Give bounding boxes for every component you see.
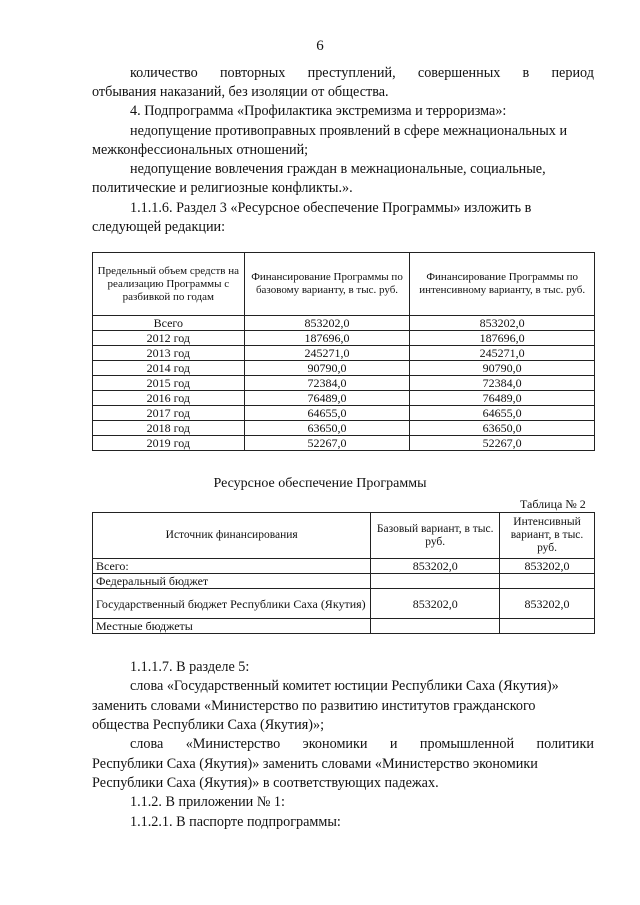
- paragraph-line: политические и религиозные конфликты.».: [92, 180, 353, 196]
- paragraph-line: недопущение вовлечения граждан в межнациональные, социальные,: [130, 161, 546, 177]
- word: и: [389, 736, 398, 752]
- page-number: 6: [316, 38, 324, 54]
- header-cell: Предельный объем средств на реализацию Программы с разбивкой по годам: [93, 253, 245, 316]
- table-cell: 245271,0: [244, 346, 410, 361]
- paragraph-line: 1.1.1.7. В разделе 5:: [130, 659, 250, 675]
- table-cell: Всего:: [93, 559, 371, 574]
- word: в: [522, 65, 530, 81]
- table-cell: Местные бюджеты: [93, 619, 371, 634]
- table-cell: 853202,0: [371, 589, 500, 619]
- table-cell: 76489,0: [410, 391, 595, 406]
- word: повторных: [219, 65, 286, 81]
- word: слова: [130, 736, 164, 752]
- table-cell: [371, 574, 500, 589]
- table-cell: 2015 год: [93, 376, 245, 391]
- header-cell: Финансирование Программы по интенсивному варианту, в тыс. руб.: [410, 253, 595, 316]
- table-row: [93, 559, 595, 574]
- table-row: [93, 361, 595, 376]
- table-header-row: [93, 253, 595, 316]
- table-cell: 2017 год: [93, 406, 245, 421]
- table-number: Таблица № 2: [520, 497, 586, 511]
- paragraph-line: недопущение противоправных проявлений в сфере межнациональных и: [130, 123, 568, 139]
- table-cell: 72384,0: [410, 376, 595, 391]
- table-cell: 187696,0: [410, 331, 595, 346]
- table-cell: [500, 619, 595, 634]
- word: преступлений,: [307, 65, 396, 81]
- table-row: [93, 619, 595, 634]
- paragraph-line: Республики Саха (Якутия)» в соответствующих падежах.: [92, 775, 439, 791]
- table-cell: 245271,0: [410, 346, 595, 361]
- table-row: [93, 421, 595, 436]
- table-cell: 63650,0: [410, 421, 595, 436]
- table-cell: 2013 год: [93, 346, 245, 361]
- table-cell: 853202,0: [244, 316, 410, 331]
- table-cell: 2016 год: [93, 391, 245, 406]
- paragraph-line: 1.1.2. В приложении № 1:: [130, 794, 285, 810]
- paragraph-line: отбывания наказаний, без изоляции от общества.: [92, 84, 389, 100]
- table-cell: 853202,0: [371, 559, 500, 574]
- table-row: [93, 589, 595, 619]
- word: промышленной: [419, 736, 515, 752]
- table-row: [93, 574, 595, 589]
- table-cell: 2012 год: [93, 331, 245, 346]
- table-cell: [371, 619, 500, 634]
- header-cell: Базовый вариант, в тыс. руб.: [371, 513, 500, 559]
- table-cell: 72384,0: [244, 376, 410, 391]
- table-cell: 187696,0: [244, 331, 410, 346]
- table-cell: 90790,0: [244, 361, 410, 376]
- table-cell: 2019 год: [93, 436, 245, 451]
- header-cell: Интенсивный вариант, в тыс. руб.: [500, 513, 595, 559]
- paragraph-line: [130, 735, 594, 753]
- table-row: [93, 376, 595, 391]
- table-cell: Государственный бюджет Республики Саха (Якутия): [93, 589, 371, 619]
- word: экономики: [302, 736, 368, 752]
- table-row: [93, 406, 595, 421]
- paragraph-line: межконфессиональных отношений;: [92, 142, 309, 158]
- table-caption: Ресурсное обеспечение Программы: [213, 476, 427, 491]
- word: совершенных: [417, 65, 501, 81]
- table-cell: 853202,0: [500, 559, 595, 574]
- table-cell: 63650,0: [244, 421, 410, 436]
- table-cell: 52267,0: [244, 436, 410, 451]
- word: политики: [536, 736, 594, 752]
- paragraph-line: 1.1.1.6. Раздел 3 «Ресурсное обеспечение Программы» изложить в: [130, 200, 532, 216]
- paragraph-line: следующей редакции:: [92, 219, 226, 235]
- table-cell: 2014 год: [93, 361, 245, 376]
- word: «Министерство: [185, 736, 281, 752]
- paragraph-line: слова «Государственный комитет юстиции Республики Саха (Якутия)»: [130, 678, 559, 694]
- table-row: [93, 331, 595, 346]
- header-cell: Источник финансирования: [93, 513, 371, 559]
- paragraph-line: Республики Саха (Якутия)» заменить словами «Министерство экономики: [92, 756, 538, 772]
- table-row: [93, 346, 595, 361]
- table-header-row: [93, 513, 595, 559]
- table-cell: [500, 574, 595, 589]
- table-cell: Федеральный бюджет: [93, 574, 371, 589]
- paragraph-line: 4. Подпрограмма «Профилактика экстремизма и терроризма»:: [130, 103, 507, 119]
- header-cell: Финансирование Программы по базовому варианту, в тыс. руб.: [244, 253, 410, 316]
- table-cell: 853202,0: [410, 316, 595, 331]
- word: количество: [130, 65, 198, 81]
- table-cell: 853202,0: [500, 589, 595, 619]
- table-row: [93, 316, 595, 331]
- table-cell: Всего: [93, 316, 245, 331]
- funding-by-year-table: [92, 252, 595, 451]
- table-row: [93, 391, 595, 406]
- table-cell: 64655,0: [410, 406, 595, 421]
- table-cell: 90790,0: [410, 361, 595, 376]
- table-cell: 52267,0: [410, 436, 595, 451]
- paragraph-line: [130, 64, 594, 82]
- paragraph-line: общества Республики Саха (Якутия)»;: [92, 717, 325, 733]
- table-cell: 2018 год: [93, 421, 245, 436]
- paragraph-line: заменить словами «Министерство по развитию институтов гражданского: [92, 698, 536, 714]
- table-cell: 76489,0: [244, 391, 410, 406]
- table-row: [93, 436, 595, 451]
- paragraph-line: 1.1.2.1. В паспорте подпрограммы:: [130, 814, 341, 830]
- resource-provision-table: [92, 512, 595, 634]
- table-cell: 64655,0: [244, 406, 410, 421]
- word: период: [551, 65, 594, 81]
